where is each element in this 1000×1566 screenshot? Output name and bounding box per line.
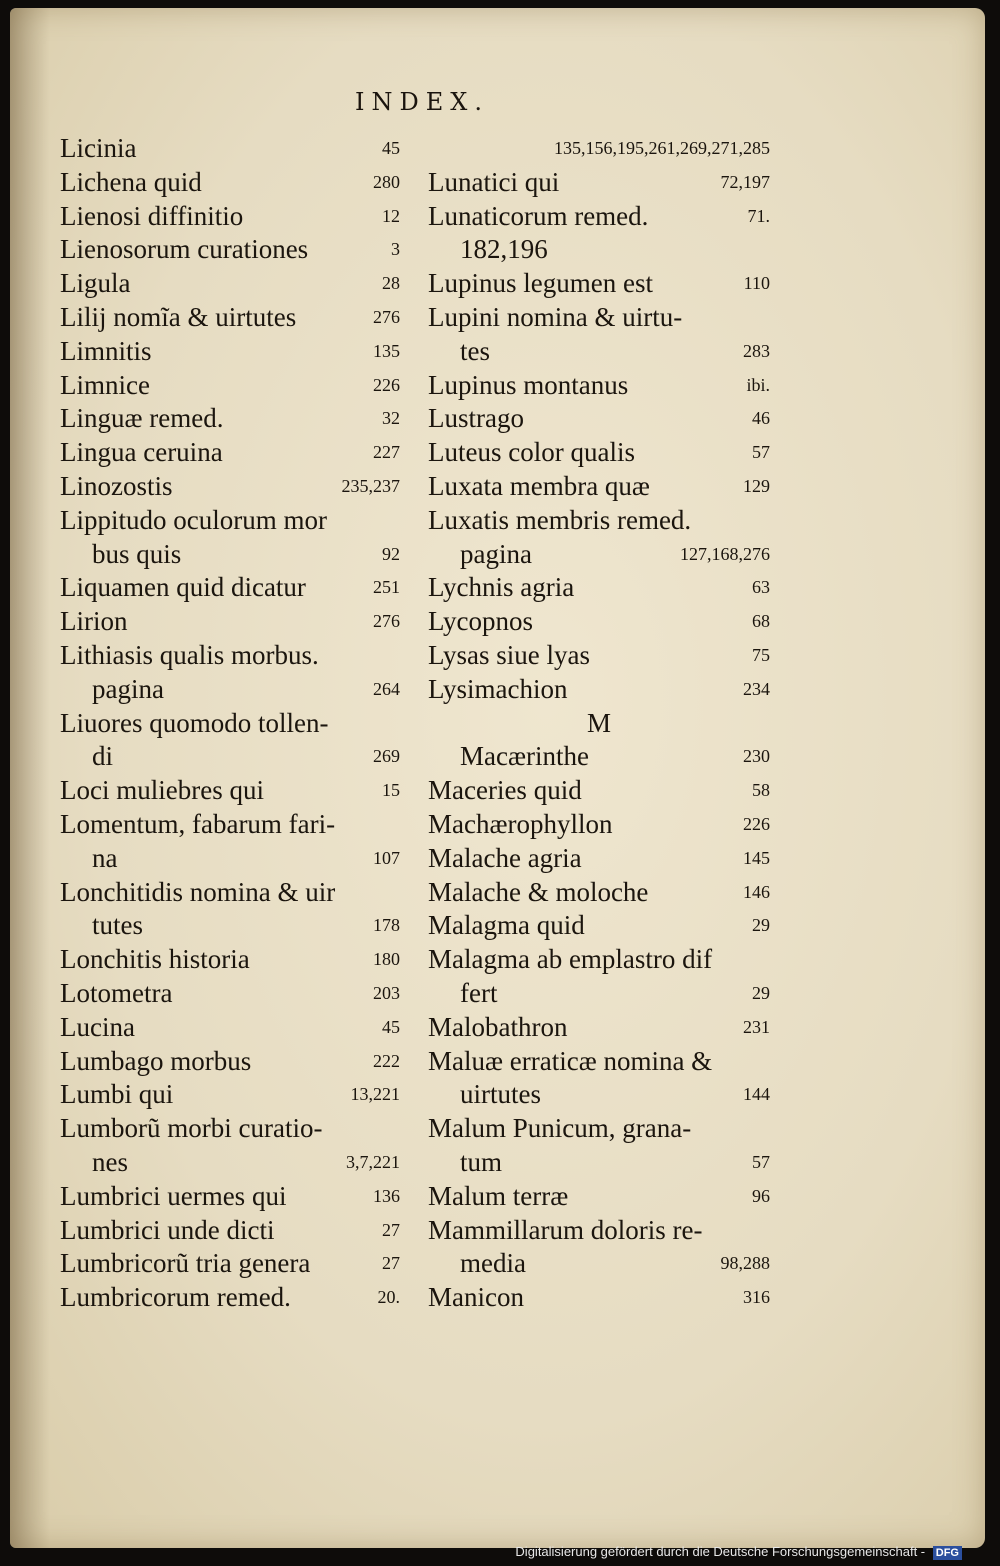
index-term: Lunaticorum remed.	[428, 200, 649, 231]
index-entry	[428, 943, 770, 977]
index-term: nes	[92, 1146, 128, 1177]
index-page-ref: 178	[373, 915, 400, 936]
index-entry	[428, 233, 770, 267]
index-term: Lithiasis qualis morbus.	[60, 639, 319, 670]
index-entry	[60, 132, 400, 166]
index-entry	[428, 876, 770, 910]
index-term: Liuores quomodo tollen-	[60, 707, 329, 738]
index-entry	[60, 876, 400, 910]
index-term: Lupinus montanus	[428, 369, 629, 400]
index-term: Lingua ceruina	[60, 437, 223, 468]
index-term: Ligula	[60, 268, 131, 299]
index-entry	[60, 301, 400, 335]
index-entry	[428, 369, 770, 403]
index-term: Lysas siue lyas	[428, 639, 590, 670]
index-entry	[428, 504, 770, 538]
index-term: Mammillarum doloris re-	[428, 1214, 703, 1245]
index-page-ref: 135,156,195,261,269,271,285	[554, 138, 770, 158]
index-entry	[60, 267, 400, 301]
index-term: Lunatici qui	[428, 166, 560, 197]
index-page-ref: 135	[373, 340, 400, 361]
index-term: Lonchitidis nomina & uir	[60, 876, 336, 907]
index-page-ref: 276	[373, 306, 400, 327]
index-page-ref: 12	[382, 205, 400, 226]
index-entry	[428, 1045, 770, 1079]
index-entry	[60, 200, 400, 234]
index-entry	[60, 774, 400, 808]
index-page-ref: 98,288	[720, 1253, 770, 1274]
index-entry	[428, 842, 770, 876]
index-term: Malum terræ	[428, 1180, 569, 1211]
index-page-ref: 234	[743, 678, 770, 699]
index-entry	[60, 673, 400, 707]
index-term: Lumbricorũ tria genera	[60, 1248, 311, 1279]
index-term: uirtutes	[460, 1079, 541, 1110]
index-page-ref: 264	[373, 678, 400, 699]
index-page-ref: 226	[743, 813, 770, 834]
index-entry	[60, 402, 400, 436]
index-entry	[428, 808, 770, 842]
index-entry	[60, 740, 400, 774]
index-term: Lumborũ morbi curatio-	[60, 1113, 323, 1144]
index-term: Lustrago	[428, 403, 524, 434]
index-page-ref: 226	[373, 374, 400, 395]
index-page-ref: 71.	[747, 205, 770, 226]
index-term: media	[460, 1248, 526, 1279]
index-term: Limnice	[60, 369, 150, 400]
index-term: fert	[460, 977, 498, 1008]
index-page-ref: 58	[752, 780, 770, 801]
index-page-ref: 29	[752, 982, 770, 1003]
index-page-ref: 45	[382, 138, 400, 158]
index-term: Maceries quid	[428, 775, 582, 806]
index-term: Lumbricorum remed.	[60, 1282, 291, 1313]
index-page-ref: 235,237	[341, 475, 400, 496]
index-term: tum	[460, 1146, 503, 1177]
index-page-ref: 316	[743, 1287, 770, 1308]
index-page-ref: 15	[382, 780, 400, 801]
index-entry	[60, 943, 400, 977]
index-term: Lucina	[60, 1011, 135, 1042]
index-entry	[428, 335, 770, 369]
index-page-ref: 27	[382, 1219, 400, 1240]
index-entry	[60, 369, 400, 403]
index-entry	[428, 166, 770, 200]
index-term: Lomentum, fabarum fari-	[60, 808, 336, 839]
index-term: pagina	[460, 538, 532, 569]
index-entry	[428, 1281, 770, 1315]
index-page-ref: 144	[743, 1084, 770, 1105]
index-entry	[428, 436, 770, 470]
index-term: Lichena quid	[60, 166, 202, 197]
index-page-ref: 96	[752, 1185, 770, 1206]
index-page-ref: 3	[391, 239, 400, 260]
index-page-ref: 230	[743, 746, 770, 767]
index-page-ref: 32	[382, 408, 400, 429]
index-entry	[428, 740, 770, 774]
index-term: Lienosorum curationes	[60, 234, 309, 265]
index-page-ref: 269	[373, 746, 400, 767]
index-entry	[428, 977, 770, 1011]
index-column-left	[60, 132, 400, 1315]
index-term: Macærinthe	[460, 741, 589, 772]
index-term: Lonchitis historia	[60, 944, 250, 975]
index-term: Luxata membra quæ	[428, 470, 650, 501]
index-entry	[60, 470, 400, 504]
index-entry	[60, 571, 400, 605]
index-term: Lumbrici uermes qui	[60, 1180, 287, 1211]
index-term: Licinia	[60, 133, 137, 163]
index-entry	[60, 808, 400, 842]
index-term: Lupini nomina & uirtu-	[428, 301, 683, 332]
index-entry	[428, 1214, 770, 1248]
index-entry	[428, 1180, 770, 1214]
index-entry	[60, 1180, 400, 1214]
index-entry	[60, 909, 400, 943]
index-page-ref: 227	[373, 442, 400, 463]
index-page-ref: 57	[752, 1151, 770, 1172]
index-page-ref: 45	[382, 1016, 400, 1037]
index-term: Lysimachion	[428, 673, 568, 704]
index-entry	[60, 1078, 400, 1112]
index-entry	[428, 267, 770, 301]
index-page-ref: 180	[373, 949, 400, 970]
index-entry	[60, 1247, 400, 1281]
index-page-ref: 63	[752, 577, 770, 598]
index-entry	[60, 842, 400, 876]
index-entry	[60, 1146, 400, 1180]
index-entry	[60, 166, 400, 200]
index-term: Machærophyllon	[428, 808, 613, 839]
index-term: 182,196	[460, 234, 548, 265]
index-page-ref: 68	[752, 611, 770, 632]
index-page-ref: 203	[373, 982, 400, 1003]
index-term: Luteus color qualis	[428, 437, 635, 468]
index-entry	[60, 233, 400, 267]
index-page-ref: 110	[743, 273, 770, 294]
index-entry	[428, 1011, 770, 1045]
index-term: Lotometra	[60, 977, 173, 1008]
index-term: Malache & moloche	[428, 876, 649, 907]
index-term: M	[586, 707, 611, 738]
index-entry	[60, 1011, 400, 1045]
index-page-ref: 28	[382, 273, 400, 294]
dfg-logo: DFG	[933, 1546, 962, 1560]
index-entry	[428, 774, 770, 808]
index-term: Malagma quid	[428, 910, 585, 941]
index-column-right	[428, 132, 770, 1315]
index-page-ref: 57	[752, 442, 770, 463]
index-term: Lychnis agria	[428, 572, 575, 603]
index-page-ref: 13,221	[350, 1084, 400, 1105]
index-page-ref: 72,197	[720, 171, 770, 192]
index-page-ref: 29	[752, 915, 770, 936]
index-page-ref: 20.	[377, 1287, 400, 1308]
index-entry	[428, 200, 770, 234]
index-term: di	[92, 741, 114, 772]
index-entry	[428, 538, 770, 572]
index-term: Lumbrici unde dicti	[60, 1214, 275, 1245]
index-page-ref: 92	[382, 543, 400, 564]
index-entry	[60, 1045, 400, 1079]
spine-shadow	[10, 8, 50, 1548]
footer-credit-text: Digitalisierung gefördert durch die Deutsche Forschungsgemeinschaft -	[515, 1544, 926, 1560]
index-page-ref: 283	[743, 340, 770, 361]
index-entry	[428, 1078, 770, 1112]
index-entry	[60, 436, 400, 470]
index-entry	[60, 605, 400, 639]
index-entry	[428, 470, 770, 504]
index-term: Lirion	[60, 606, 128, 637]
index-entry	[428, 301, 770, 335]
index-term: Lippitudo oculorum mor	[60, 504, 327, 535]
index-entry	[428, 132, 770, 166]
index-page-ref: 222	[373, 1050, 400, 1071]
index-term: Loci muliebres qui	[60, 775, 264, 806]
index-page-ref: 231	[743, 1016, 770, 1037]
index-page-ref: ibi.	[746, 374, 770, 395]
index-page-ref: 280	[373, 171, 400, 192]
index-term: Malache agria	[428, 842, 582, 873]
index-entry	[60, 504, 400, 538]
index-term: Manicon	[428, 1282, 524, 1313]
index-page-ref: 251	[373, 577, 400, 598]
index-term: Malum Punicum, grana-	[428, 1113, 692, 1144]
index-term: Malobathron	[428, 1011, 568, 1042]
index-term: Lycopnos	[428, 606, 533, 637]
index-term: Liquamen quid dicatur	[60, 572, 306, 603]
index-entry	[60, 335, 400, 369]
index-term: bus quis	[92, 538, 182, 569]
index-entry	[428, 639, 770, 673]
index-page-ref: 107	[373, 847, 400, 868]
index-term: Linguæ remed.	[60, 403, 224, 434]
running-head: INDEX.	[355, 88, 489, 116]
index-entry	[428, 571, 770, 605]
index-page-ref: 27	[382, 1253, 400, 1274]
index-entry	[60, 1281, 400, 1315]
index-term: Lumbago morbus	[60, 1045, 252, 1076]
index-term: Lumbi qui	[60, 1079, 174, 1110]
index-entry	[428, 1146, 770, 1180]
index-entry	[60, 538, 400, 572]
index-page-ref: 127,168,276	[680, 543, 770, 564]
index-page-ref: 146	[743, 881, 770, 902]
index-term: Maluæ erraticæ nomina &	[428, 1045, 713, 1076]
index-page-ref: 145	[743, 847, 770, 868]
index-term: Luxatis membris remed.	[428, 504, 692, 535]
index-entry	[428, 1112, 770, 1146]
index-entry	[60, 639, 400, 673]
index-page-ref: 129	[743, 475, 770, 496]
index-term: Lupinus legumen est	[428, 268, 653, 299]
index-term: na	[92, 842, 118, 873]
index-entry	[428, 909, 770, 943]
index-term: tutes	[92, 910, 143, 941]
index-page-ref: 276	[373, 611, 400, 632]
index-page-ref: 3,7,221	[346, 1151, 400, 1172]
index-term: pagina	[92, 673, 164, 704]
index-entry	[60, 977, 400, 1011]
index-entry	[60, 1112, 400, 1146]
index-entry	[428, 402, 770, 436]
index-entry	[60, 1214, 400, 1248]
index-term: Lienosi diffinitio	[60, 200, 244, 231]
index-term: Malagma ab emplastro dif	[428, 944, 713, 975]
index-page-ref: 46	[752, 408, 770, 429]
index-page-ref: 75	[752, 644, 770, 665]
index-entry	[428, 605, 770, 639]
index-entry	[428, 673, 770, 707]
index-entry	[428, 1247, 770, 1281]
index-entry	[428, 707, 770, 741]
index-page-ref: 136	[373, 1185, 400, 1206]
index-term: Linozostis	[60, 470, 173, 501]
index-term: Lilij nomĩa & uirtutes	[60, 301, 297, 332]
footer-credit	[515, 1544, 962, 1560]
index-term: tes	[460, 335, 490, 366]
index-term: Limnitis	[60, 335, 152, 366]
index-entry	[60, 707, 400, 741]
